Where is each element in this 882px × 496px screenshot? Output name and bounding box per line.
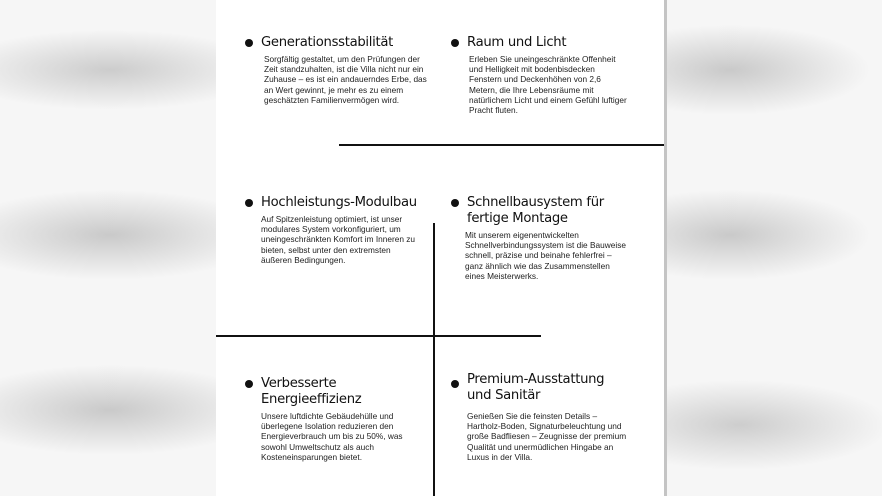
document-page (216, 0, 667, 496)
feature-raum-und-licht (467, 35, 627, 115)
feature-title: Generationsstabilität (261, 35, 394, 50)
feature-energieeffizienz (261, 376, 421, 462)
feature-body: Genießen Sie die feinsten Details – Hartholz-Boden, Signaturbeleuchtung und große Badfliesen – Zeugnisse der premium Qualität und unermüdlichen Hingabe an Luxus in der Villa. (467, 411, 627, 462)
feature-generationsstabilitaet (261, 35, 433, 105)
feature-title: Hochleistungs-Modulbau (261, 195, 417, 210)
feature-hochleistungs-modulbau (261, 195, 421, 265)
feature-body: Erleben Sie uneingeschränkte Offenheit und Helligkeit mit bodenbisdecken Fenstern und Deckenhöhen von 2,6 Metern, die Ihre Lebensräume mit natürlichem Licht und einem Gefühl luftiger Pracht fluten. (469, 54, 627, 116)
feature-title: Premium-Ausstattung und Sanitär (467, 372, 605, 403)
feature-title: Verbesserte Energieeffizienz (261, 376, 362, 407)
bullet-icon (451, 39, 459, 47)
feature-premium-ausstattung (467, 372, 632, 462)
bullet-icon (245, 380, 253, 388)
bullet-icon (245, 39, 253, 47)
feature-schnellbausystem (467, 195, 627, 281)
feature-body: Unsere luftdichte Gebäudehülle und überlegene Isolation reduzieren den Energieverbrauch um bis zu 50%, was sowohl Umweltschutz als auch Kosteneinsparungen bietet. (261, 411, 403, 462)
feature-title: Schnellbausystem für fertige Montage (467, 195, 604, 226)
feature-body: Mit unserem eigenentwickelten Schnellverbindungssystem ist die Bauweise schnell, präzise und beinahe fehlerfrei – ganz ähnlich wie das Zusammenstellen eines Meisterwerks. (465, 230, 626, 281)
divider-vertical (433, 223, 435, 496)
bullet-icon (451, 380, 459, 388)
bullet-icon (451, 199, 459, 207)
feature-title: Raum und Licht (467, 35, 567, 50)
divider-middle-left (216, 335, 541, 337)
divider-top-right (339, 144, 664, 146)
bullet-icon (245, 199, 253, 207)
feature-body: Sorgfältig gestaltet, um den Prüfungen der Zeit standzuhalten, ist die Villa nicht nur ein Zuhause – es ist ein andauerndes Erbe, das an Wert gewinnt, je mehr es zu einem geschätzten Familienvermögen wird. (264, 54, 427, 105)
feature-body: Auf Spitzenleistung optimiert, ist unser modulares System vorkonfiguriert, um uneingeschränkten Komfort im Inneren zu bieten, selbst unter den extremsten äußeren Bedingungen. (261, 214, 416, 265)
